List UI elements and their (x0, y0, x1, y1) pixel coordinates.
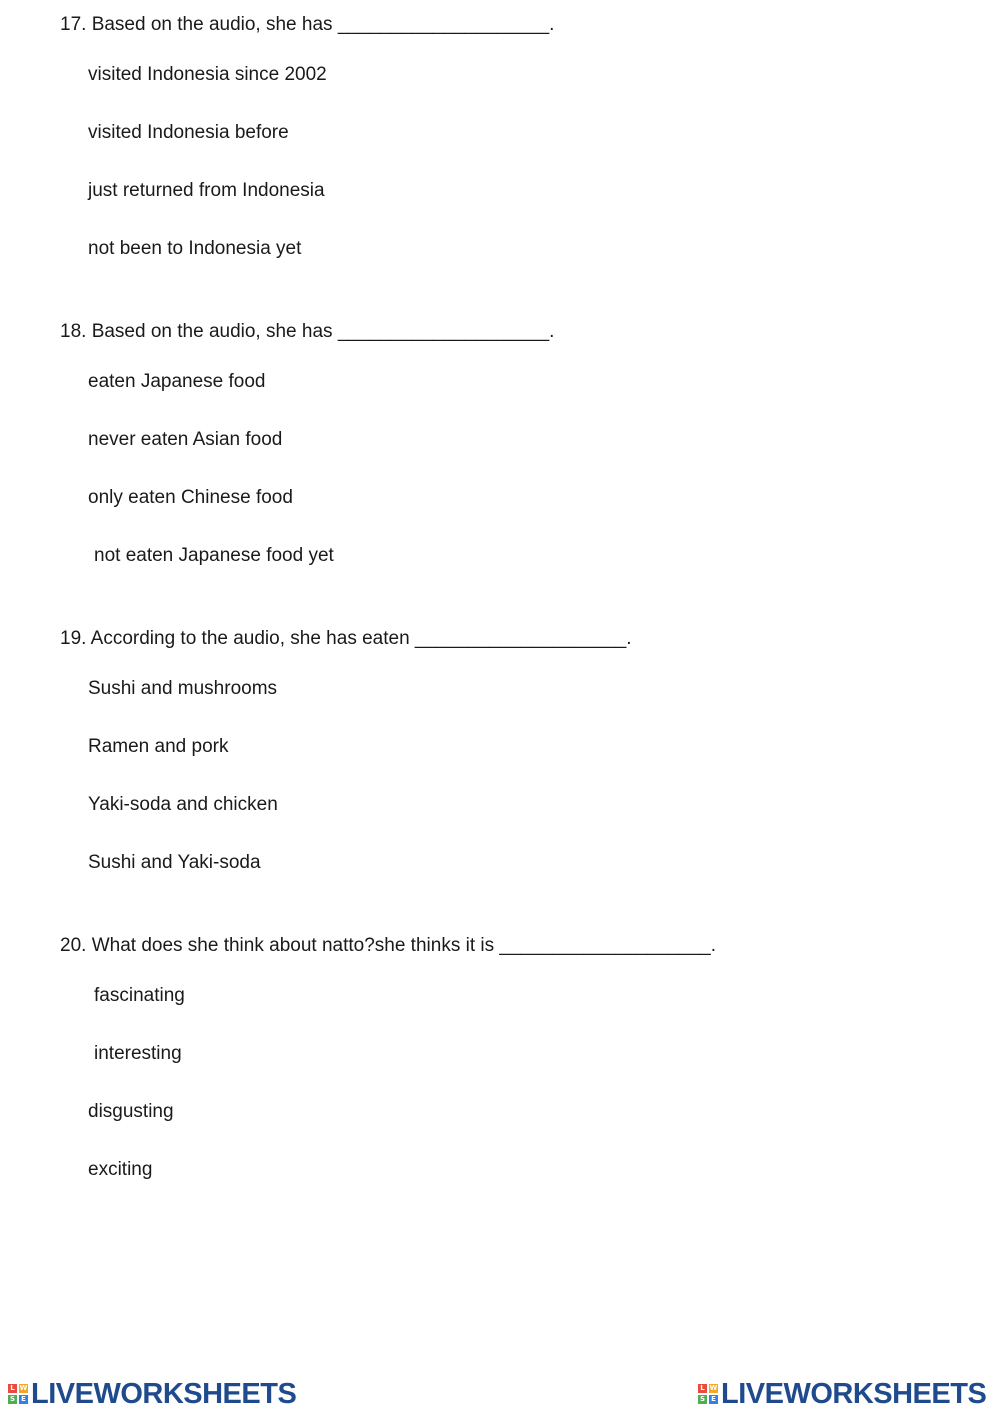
answer-option[interactable]: not been to Indonesia yet (88, 238, 302, 259)
answer-option[interactable]: eaten Japanese food (88, 371, 266, 392)
question-prompt: 18. Based on the audio, she has ____________________. (60, 321, 555, 342)
answer-option[interactable]: Sushi and mushrooms (88, 678, 278, 699)
footer-logo-left (8, 1378, 296, 1410)
answer-option[interactable]: Sushi and Yaki-soda (88, 852, 261, 873)
brand-wordmark: LIVEWORKSHEETS (721, 1377, 987, 1410)
brand-wordmark: LIVEWORKSHEETS (31, 1377, 297, 1410)
answer-option[interactable]: never eaten Asian food (88, 429, 283, 450)
answer-option[interactable]: interesting (94, 1043, 182, 1064)
answer-option[interactable]: exciting (88, 1159, 153, 1180)
footer-logo-right (698, 1378, 986, 1410)
answer-option[interactable]: visited Indonesia before (88, 122, 289, 143)
question-prompt: 19. According to the audio, she has eaten ____________________. (60, 628, 632, 649)
answer-option[interactable]: just returned from Indonesia (88, 180, 325, 201)
question-prompt: 20. What does she think about natto?she thinks it is ____________________. (60, 935, 716, 956)
answer-option[interactable]: fascinating (94, 985, 185, 1006)
answer-option[interactable]: visited Indonesia since 2002 (88, 64, 327, 85)
answer-option[interactable]: Yaki-soda and chicken (88, 794, 278, 815)
answer-option[interactable]: not eaten Japanese food yet (94, 545, 334, 566)
question-prompt: 17. Based on the audio, she has ____________________. (60, 14, 555, 35)
answer-option[interactable]: Ramen and pork (88, 736, 229, 757)
answer-option[interactable]: only eaten Chinese food (88, 487, 293, 508)
liveworksheets-logo-icon: L W S E (699, 1384, 718, 1403)
answer-option[interactable]: disgusting (88, 1101, 174, 1122)
liveworksheets-logo-icon: L W S E (9, 1384, 28, 1403)
